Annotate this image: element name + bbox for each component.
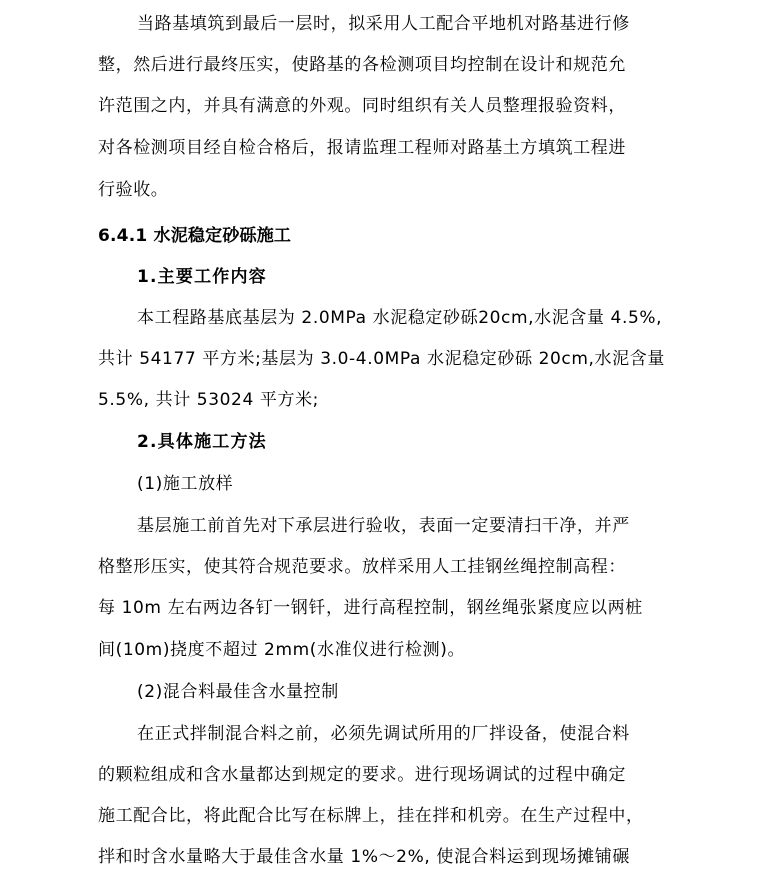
- paragraph-1-line-4: 对各检测项目经自检合格后，报请监理工程师对路基土方填筑工程进: [98, 138, 626, 158]
- paragraph-4-line-2: 的颗粒组成和含水量都达到规定的要求。进行现场调试的过程中确定: [98, 765, 626, 785]
- paragraph-1-line-1: 当路基填筑到最后一层时，拟采用人工配合平地机对路基进行修: [137, 14, 630, 34]
- paragraph-1-line-3: 许范围之内，并具有满意的外观。同时组织有关人员整理报验资料，: [98, 96, 626, 116]
- item-2-title: (2)混合料最佳含水量控制: [137, 682, 339, 702]
- paragraph-2-line-3: 5.5%, 共计 53024 平方米;: [98, 390, 320, 410]
- paragraph-3-line-4: 间(10m)挠度不超过 2mm(水准仪进行检测)。: [98, 640, 466, 660]
- paragraph-3-line-1: 基层施工前首先对下承层进行验收，表面一定要清扫干净，并严: [137, 516, 630, 536]
- paragraph-1-line-5: 行验收。: [98, 180, 169, 200]
- paragraph-4-line-4: 拌和时含水量略大于最佳含水量 1%～2%, 使混合料运到现场摊铺碾: [98, 847, 630, 867]
- paragraph-4-line-3: 施工配合比，将此配合比写在标牌上，挂在拌和机旁。在生产过程中，: [98, 806, 644, 826]
- paragraph-2-line-1: 本工程路基底基层为 2.0MPa 水泥稳定砂砾20cm,水泥含量 4.5%,: [137, 308, 663, 328]
- paragraph-3-line-3: 每 10m 左右两边各钉一钢钎，进行高程控制，钢丝绳张紧度应以两桩: [98, 598, 643, 618]
- paragraph-2-line-2: 共计 54177 平方米;基层为 3.0-4.0MPa 水泥稳定砂砾 20cm,水泥含量: [98, 349, 665, 369]
- paragraph-4-line-1: 在正式拌制混合料之前，必须先调试所用的厂拌设备，使混合料: [137, 724, 630, 744]
- subheading-construction-method: 2.具体施工方法: [137, 432, 267, 452]
- paragraph-1-line-2: 整，然后进行最终压实，使路基的各检测项目均控制在设计和规范允: [98, 55, 626, 75]
- section-heading: 6.4.1 水泥稳定砂砾施工: [98, 226, 292, 246]
- item-1-title: (1)施工放样: [137, 474, 234, 494]
- subheading-main-work: 1.主要工作内容: [137, 267, 267, 287]
- paragraph-3-line-2: 格整形压实，使其符合规范要求。放样采用人工挂钢丝绳控制高程：: [98, 557, 626, 577]
